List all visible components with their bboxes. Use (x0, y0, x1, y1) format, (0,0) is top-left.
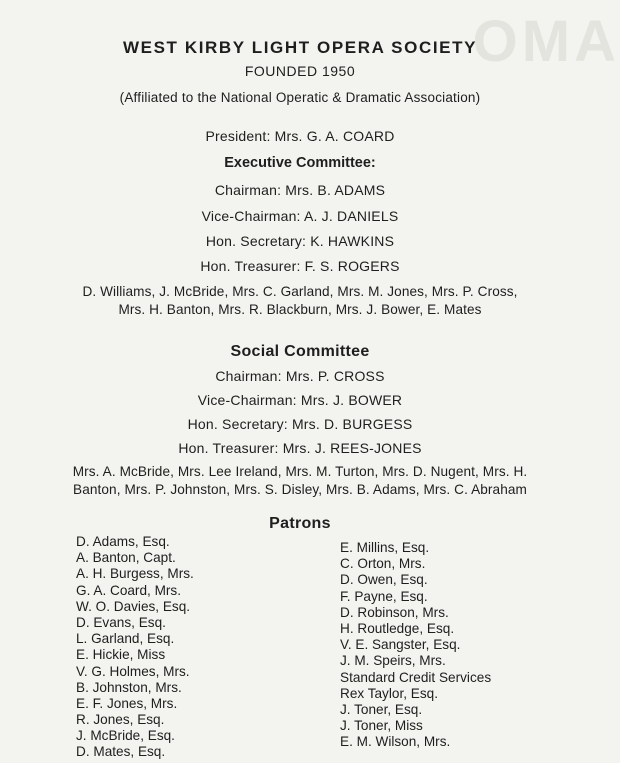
show-through-ghost-text: OMA (472, 9, 620, 74)
patron-entry: E. Hickie, Miss (76, 647, 166, 663)
social-chairman: Chairman: Mrs. P. CROSS (215, 368, 385, 384)
patron-entry: A. H. Burgess, Mrs. (76, 566, 194, 582)
social-members-line: Mrs. A. McBride, Mrs. Lee Ireland, Mrs. M. Turton, Mrs. D. Nugent, Mrs. H. (72, 464, 528, 479)
patron-entry: Standard Credit Services (340, 669, 492, 685)
patron-entry: C. Orton, Mrs. (340, 556, 426, 572)
social-secretary: Hon. Secretary: Mrs. D. BURGESS (187, 416, 413, 432)
patron-entry: B. Johnston, Mrs. (76, 679, 182, 695)
patrons-heading: Patrons (269, 515, 331, 532)
executive-chairman: Chairman: Mrs. B. ADAMS (214, 182, 386, 198)
affiliation-line: (Affiliated to the National Operatic & Dramatic Association) (119, 90, 481, 105)
patron-entry: E. M. Wilson, Mrs. (340, 734, 451, 750)
patron-entry: J. Toner, Miss (340, 718, 423, 734)
patron-entry: A. Banton, Capt. (76, 550, 176, 566)
patron-entry: D. Owen, Esq. (340, 572, 428, 588)
patrons-right-column (340, 540, 491, 750)
patron-entry: D. Adams, Esq. (76, 534, 170, 549)
patron-entry: W. O. Davies, Esq. (76, 598, 191, 614)
patron-entry: J. Toner, Esq. (340, 701, 423, 717)
executive-vice-chairman: Vice-Chairman: A. J. DANIELS (201, 208, 399, 224)
executive-treasurer: Hon. Treasurer: F. S. ROGERS (200, 258, 400, 274)
executive-members-line: Mrs. H. Banton, Mrs. R. Blackburn, Mrs. J. Bower, E. Mates (118, 302, 482, 317)
patron-entry: V. E. Sangster, Esq. (340, 637, 461, 653)
executive-members-line: D. Williams, J. McBride, Mrs. C. Garland, Mrs. M. Jones, Mrs. P. Cross, (82, 284, 518, 299)
patron-entry: J. McBride, Esq. (76, 728, 175, 744)
patron-entry: H. Routledge, Esq. (340, 620, 455, 636)
patron-entry: E. F. Jones, Mrs. (76, 695, 178, 711)
social-members-line: Banton, Mrs. P. Johnston, Mrs. S. Disley, Mrs. B. Adams, Mrs. C. Abraham (73, 482, 527, 497)
patron-entry: G. A. Coard, Mrs. (76, 582, 181, 598)
social-members (32, 463, 568, 499)
society-title: WEST KIRBY LIGHT OPERA SOCIETY (122, 38, 478, 57)
executive-committee-heading: Executive Committee: (224, 155, 376, 171)
president-line: President: Mrs. G. A. COARD (205, 128, 395, 144)
social-committee-heading: Social Committee (230, 343, 370, 360)
patron-entry: J. M. Speirs, Mrs. (340, 653, 446, 669)
patron-entry: D. Robinson, Mrs. (340, 604, 449, 620)
patron-entry: D. Evans, Esq. (76, 614, 166, 630)
patron-entry: V. G. Holmes, Mrs. (76, 663, 190, 679)
patron-entry: R. Jones, Esq. (76, 712, 165, 728)
patron-entry: D. Mates, Esq. (76, 744, 166, 760)
patron-entry: F. Payne, Esq. (340, 588, 428, 604)
executive-secretary: Hon. Secretary: K. HAWKINS (205, 233, 395, 249)
founded-line: FOUNDED 1950 (244, 63, 356, 79)
social-treasurer: Hon. Treasurer: Mrs. J. REES-JONES (178, 440, 422, 456)
patron-entry: Rex Taylor, Esq. (340, 685, 438, 701)
patron-entry: E. Millins, Esq. (340, 540, 430, 555)
executive-members (32, 283, 568, 319)
social-vice-chairman: Vice-Chairman: Mrs. J. BOWER (197, 392, 403, 408)
patrons-left-column (76, 534, 194, 761)
patron-entry: L. Garland, Esq. (76, 631, 175, 647)
